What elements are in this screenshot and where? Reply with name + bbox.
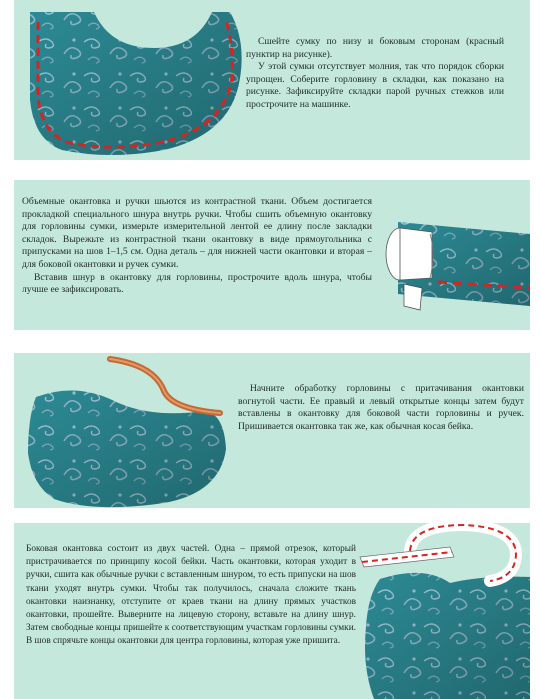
piping-cord-illustration bbox=[370, 210, 530, 320]
step-1-paragraph-2: У этой сумки отсутствует молния, так что порядок сборки упрощен. Соберите горловину в складки, как показано на рисунке. Зафиксируйте складки парой ручных стежков или прострочите на машинке. bbox=[246, 61, 504, 110]
step-1-panel bbox=[14, 0, 530, 160]
bag-body-illustration bbox=[14, 0, 244, 160]
step-2-paragraph-2: Вставив шнур в окантовку для горловины, прострочите вдоль шнура, чтобы лучше ее зафиксировать. bbox=[22, 271, 372, 296]
step-4-text bbox=[26, 543, 356, 649]
white-fold-tab bbox=[404, 284, 422, 310]
step-2-paragraph-1: Объемные окантовка и ручки шьются из контрастной ткани. Объем достигается прокладкой специального шнура внутрь ручки. Чтобы сшить объемную окантовку для горловины сумки, измерьте измерительной лентой ее длину после закладки складок. Вырежьте из контрастной ткани окантовку в виде прямоугольника с припусками на шов 1–1,5 см. Одна деталь – для нижней части окантовки и вторая – для боковой окантовки и ручек сумки. bbox=[22, 196, 372, 270]
step-2-text bbox=[22, 196, 372, 297]
handle-binding-illustration bbox=[354, 523, 530, 699]
orange-binding-strip bbox=[110, 359, 220, 413]
step-4-paragraph-1: Боковая окантовка состоит из двух частей. Одна – прямой отрезок, который пристрачивается по принципу косой бейки. Часть окантовки, которая уходит в ручки, сшита как обычные ручки с вставленным шнуром, то есть припуски на шов ткани уходят внутрь сумки. Чтобы так получилось, сначала сложите ткань окантовки наизнанку, отступите от краев ткани на длину прямых участков окантовки, прошейте. Выверните на лицевую сторону, вставьте на длину шнур. Затем свободные концы пришейте к соответствующим участкам горловины сумки. В шов спрячьте концы окантовки для центра горловины, которая уже пришита. bbox=[26, 544, 356, 647]
step-4-panel bbox=[14, 523, 530, 699]
step-1-paragraph-1: Сшейте сумку по низу и боковым сторонам (красный пунктир на рисунке). bbox=[246, 36, 504, 60]
neckline-binding-illustration bbox=[14, 353, 244, 508]
step-3-panel bbox=[14, 353, 530, 508]
step-1-text bbox=[246, 36, 504, 112]
step-3-paragraph-1: Начните обработку горловины с притачивания окантовки вогнутой части. Ее правый и левый открытые концы затем будут вставлены в окантовку для боковой части горловины и ручек. Пришивается окантовка так же, как обычная косая бейка. bbox=[238, 383, 524, 432]
step-3-text bbox=[238, 383, 524, 433]
cord-body bbox=[400, 228, 432, 280]
step-2-panel bbox=[14, 180, 530, 330]
